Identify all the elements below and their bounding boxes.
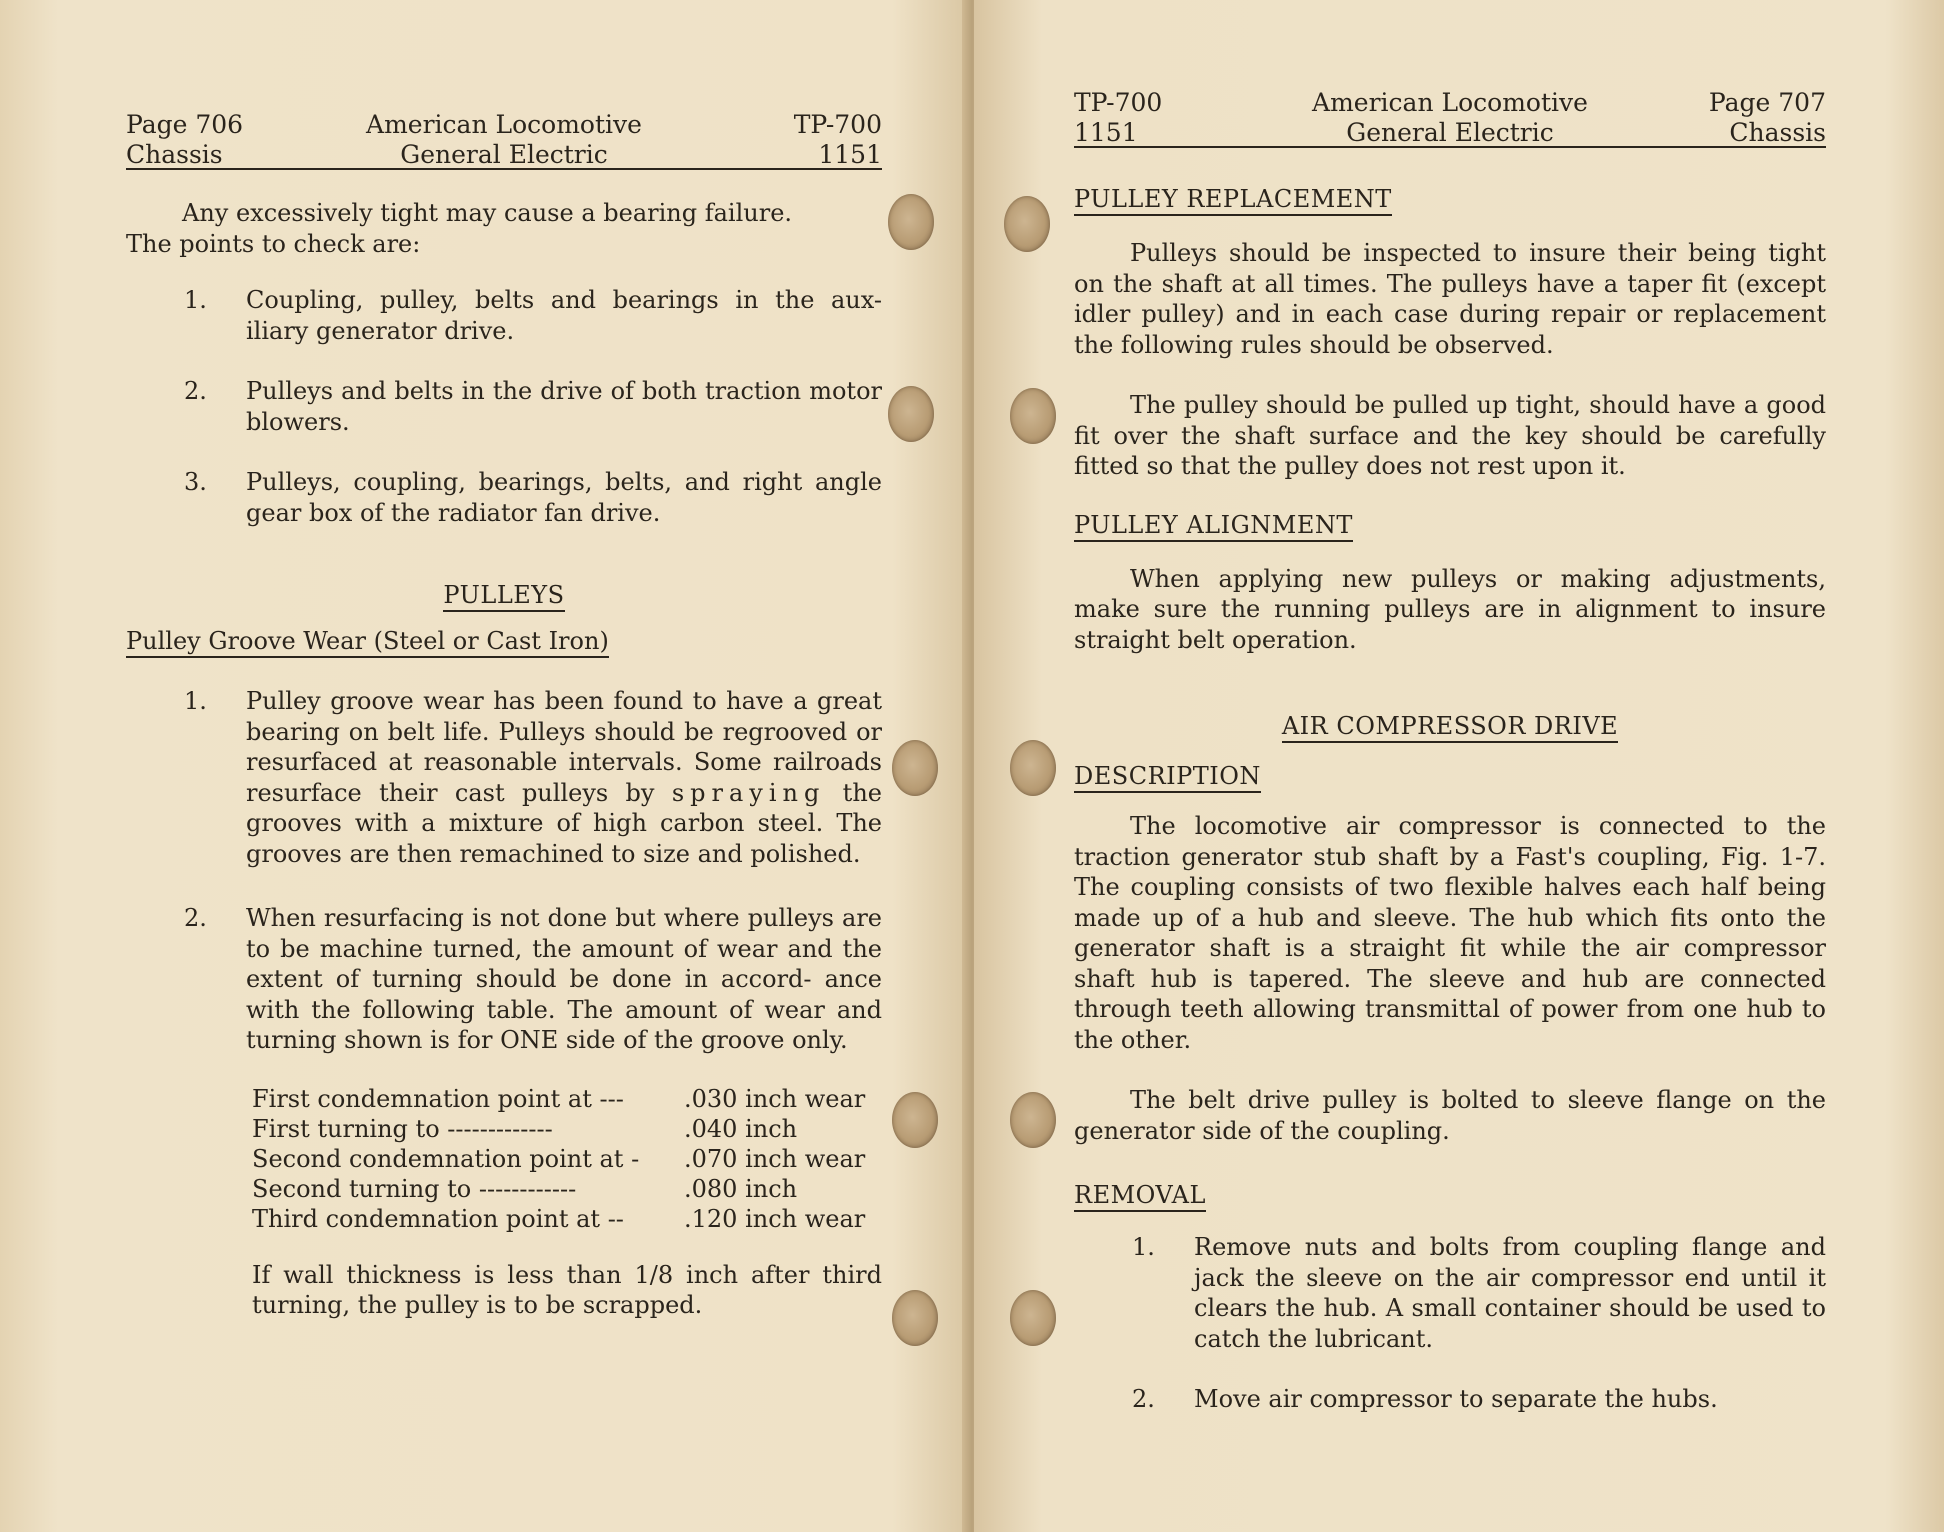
air-compressor-heading-wrap xyxy=(1074,711,1826,743)
table-row-label: Second turning to ------------ xyxy=(252,1174,577,1203)
check-item xyxy=(126,285,882,346)
removal-item xyxy=(1074,1384,1826,1415)
check-item xyxy=(126,376,882,437)
right-header-section: Chassis xyxy=(1729,118,1826,147)
groove-item-number: 2. xyxy=(184,904,207,932)
intro-line-1: Any excessively tight may cause a bearing failure. xyxy=(182,199,793,227)
removal-item xyxy=(1074,1232,1826,1354)
check-item-text: Pulleys and belts in the drive of both traction motor blowers. xyxy=(246,377,882,436)
left-header-page-number: Page 706 xyxy=(126,110,244,139)
pulleys-heading-wrap xyxy=(126,580,882,612)
pulleys-heading: PULLEYS xyxy=(443,580,564,612)
groove-item-spaced-word: spraying xyxy=(671,778,826,807)
groove-item-text: When resurfacing is not done but where pulleys are to be machine turned, the amount of wear and the extent of turning should be done in accord- ance with the following table. The amount of wear and turning shown is for ONE side of the groove only. xyxy=(246,904,882,1054)
table-row-label: First turning to ------------- xyxy=(252,1114,553,1143)
right-header-page-number: Page 707 xyxy=(1708,88,1826,117)
left-page-content xyxy=(126,110,882,1321)
check-item-text: Coupling, pulley, belts and bearings in the aux- iliary generator drive. xyxy=(246,286,882,345)
removal-heading: REMOVAL xyxy=(1074,1180,1206,1212)
replacement-paragraph-2: The pulley should be pulled up tight, should have a good fit over the shaft surface and the key should be carefully fitted so that the pulley does not rest upon it. xyxy=(1074,391,1826,480)
check-item xyxy=(126,467,882,528)
check-list xyxy=(126,285,882,528)
left-header-section: Chassis xyxy=(126,140,223,169)
description-paragraph-1: The locomotive air compressor is connected to the traction generator stub shaft by a Fast's coupling, Fig. 1-7. The coupling consists of two flexible halves each half being made up of a hub and sleeve. The hub which fits onto the generator shaft is a straight fit while the air compressor shaft hub is tapered. The sleeve and hub are connected through teeth allowing transmittal of power from one hub to the other. xyxy=(1074,812,1826,1054)
table-row xyxy=(252,1204,882,1234)
check-item-text: Pulleys, coupling, bearings, belts, and right angle gear box of the radiator fan drive. xyxy=(246,468,882,527)
removal-item-number: 1. xyxy=(1132,1233,1155,1261)
removal-item-text: Move air compressor to separate the hubs. xyxy=(1194,1385,1718,1413)
check-item-number: 1. xyxy=(184,286,207,314)
left-header-company xyxy=(126,110,882,170)
binder-hole xyxy=(1010,1092,1056,1148)
left-header-doc-sub: 1151 xyxy=(818,140,882,169)
binder-hole xyxy=(888,194,934,250)
right-header-doc-sub: 1151 xyxy=(1074,118,1138,147)
binder-hole xyxy=(892,1290,938,1346)
table-row xyxy=(252,1084,882,1114)
table-row-value: .040 inch xyxy=(684,1114,798,1143)
table-row-label: First condemnation point at --- xyxy=(252,1084,624,1113)
groove-item-number: 1. xyxy=(184,687,207,715)
alignment-paragraph: When applying new pulleys or making adjustments, make sure the running pulleys are in alignment to insure straight belt operation. xyxy=(1074,564,1826,654)
binder-hole xyxy=(892,740,938,796)
groove-item-text-start: Pulley groove wear has been found to have a great bearing on belt life. Pulleys should be regrooved or resurfaced at reasonable intervals. Some railroads resurface their cast pulleys by xyxy=(246,687,882,807)
binder-hole xyxy=(1004,196,1050,252)
replacement-paragraph-1: Pulleys should be inspected to insure their being tight on the shaft at all times. The pulleys have a taper fit (except idler pulley) and in each case during repair or replacement the following rules should be observed. xyxy=(1074,239,1826,359)
right-page-header xyxy=(1074,88,1826,148)
right-header-company-line1: American Locomotive xyxy=(1312,88,1588,117)
table-row-value: .030 inch wear xyxy=(684,1084,866,1113)
wear-table xyxy=(252,1084,882,1234)
removal-item-text: Remove nuts and bolts from coupling flange and jack the sleeve on the air compressor end until it clears the hub. A small container should be used to catch the lubricant. xyxy=(1194,1233,1826,1353)
description-heading: DESCRIPTION xyxy=(1074,761,1261,793)
table-row-label: Third condemnation point at -- xyxy=(252,1204,624,1233)
right-page-content xyxy=(1074,88,1826,1415)
scrap-note: If wall thickness is less than 1/8 inch after third turning, the pulley is to be scrapped. xyxy=(252,1260,882,1319)
groove-item xyxy=(126,686,882,869)
left-header-doc-number: TP-700 xyxy=(793,110,882,139)
removal-item-number: 2. xyxy=(1132,1385,1155,1413)
binder-hole xyxy=(1010,740,1056,796)
pulley-alignment-heading: PULLEY ALIGNMENT xyxy=(1074,510,1353,542)
description-paragraph-2: The belt drive pulley is bolted to sleeve flange on the generator side of the coupling. xyxy=(1074,1086,1826,1145)
table-row-label: Second condemnation point at - xyxy=(252,1144,640,1173)
table-row-value: .120 inch wear xyxy=(684,1204,866,1233)
air-compressor-drive-heading: AIR COMPRESSOR DRIVE xyxy=(1282,711,1618,743)
left-header-company-line1: American Locomotive xyxy=(366,110,642,139)
table-row-value: .070 inch wear xyxy=(684,1144,866,1173)
left-header-doc-info xyxy=(794,110,882,170)
intro-line-2: The points to check are: xyxy=(126,229,421,258)
right-header-doc-number: TP-700 xyxy=(1074,88,1163,117)
groove-item xyxy=(126,903,882,1056)
table-row xyxy=(252,1144,882,1174)
binder-hole xyxy=(892,1092,938,1148)
table-row xyxy=(252,1174,882,1204)
binder-hole xyxy=(1010,1290,1056,1346)
pulley-replacement-heading: PULLEY REPLACEMENT xyxy=(1074,184,1392,216)
check-item-number: 2. xyxy=(184,377,207,405)
left-page xyxy=(0,0,970,1532)
table-row xyxy=(252,1114,882,1144)
left-header-company-line2: General Electric xyxy=(400,140,608,169)
right-page xyxy=(974,0,1944,1532)
right-header-company-line2: General Electric xyxy=(1346,118,1554,147)
left-page-header xyxy=(126,110,882,170)
groove-item-text-end: the grooves with a mixture of high carbon steel. The grooves are then remachined to size and polished. xyxy=(246,778,882,868)
right-header-page-info xyxy=(1709,88,1826,148)
table-row-value: .080 inch xyxy=(684,1174,798,1203)
groove-wear-heading: Pulley Groove Wear (Steel or Cast Iron) xyxy=(126,626,609,658)
check-item-number: 3. xyxy=(184,468,207,496)
binder-hole xyxy=(1010,388,1056,444)
binder-hole xyxy=(888,386,934,442)
